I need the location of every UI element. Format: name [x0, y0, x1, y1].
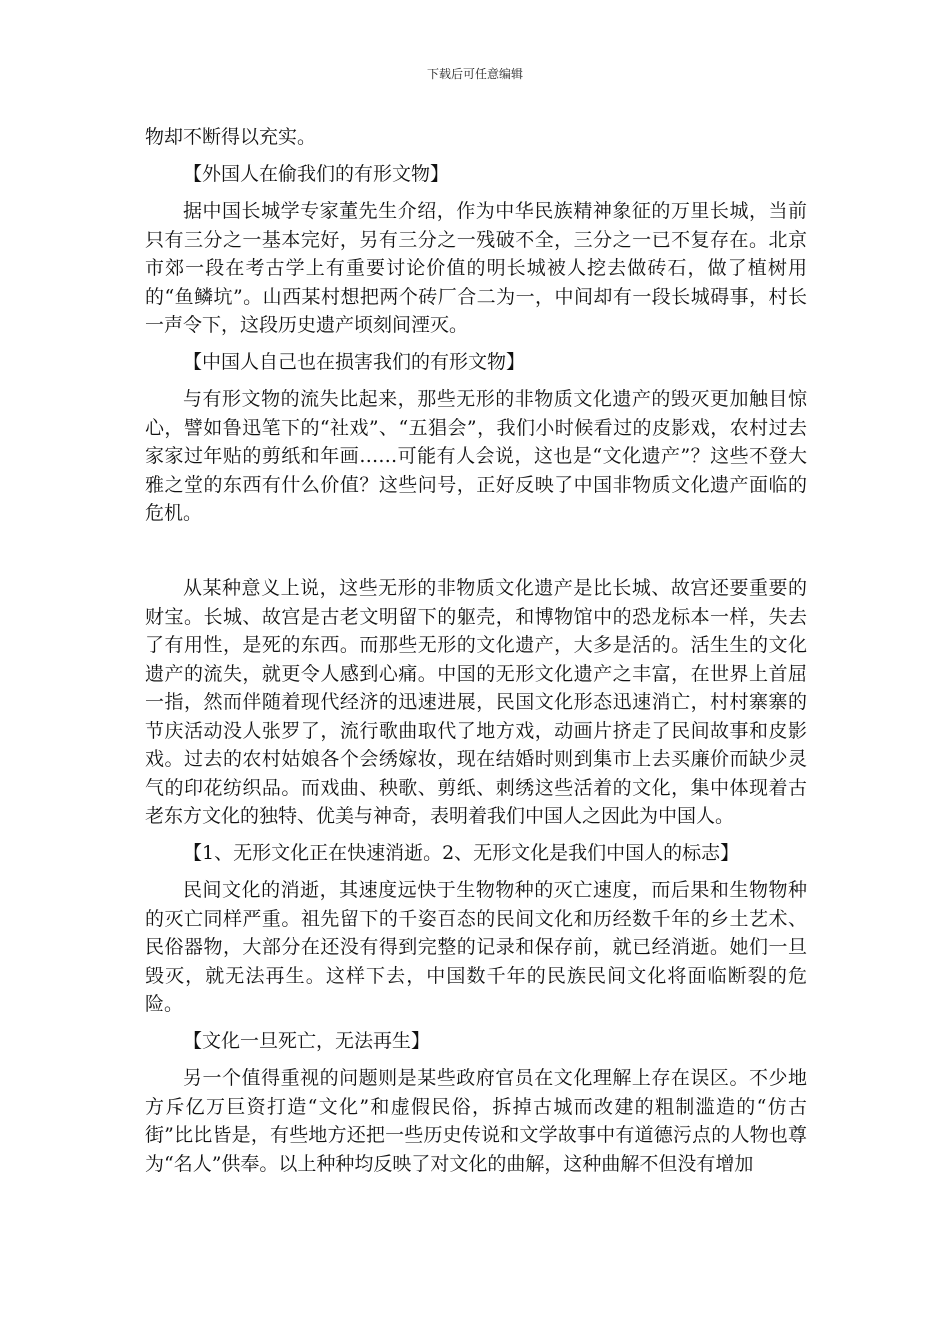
paragraph-great-wall: 据中国长城学专家董先生介绍，作为中华民族精神象征的万里长城，当前只有三分之一基本完好，另有三分之一残破不全，三分之一已不复存在。北京市郊一段在考古学上有重要讨论价值的明长城被人挖去做砖石，做了植树用的“鱼鳞坑”。山西某村想把两个砖厂合二为一，中间却有一段长城碍事，村长一声令下，这段历史遗产顷刻间湮灭。	[145, 200, 807, 336]
paragraph-folk-culture-loss: 民间文化的消逝，其速度远快于生物物种的灭亡速度，而后果和生物物种的灭亡同样严重。祖先留下的千姿百态的民间文化和历经数千年的乡土艺术、民俗器物，大部分在还没有得到完整的记录和保存前，就已经消逝。她们一旦毁灭，就无法再生。这样下去，中国数千年的民族民间文化将面临断裂的危险。	[145, 879, 807, 1015]
section-heading-culture-cannot-revive: 【文化一旦死亡，无法再生】	[183, 1030, 431, 1052]
paragraph-intangible-treasure: 从某种意义上说，这些无形的非物质文化遗产是比长城、故宫还要重要的财宝。长城、故宫是古老文明留下的躯壳，和博物馆中的恐龙标本一样，失去了有用性，是死的东西。而那些无形的文化遗产，大多是活的。活生生的文化遗产的流失，就更令人感到心痛。中国的无形文化遗产之丰富，在世界上首屈一指，然而伴随着现代经济的迅速进展，民国文化形态迅速消亡，村村寨寨的节庆活动没人张罗了，流行歌曲取代了地方戏，动画片挤走了民间故事和皮影戏。过去的农村姑娘各个会绣嫁妆，现在结婚时则到集市上去买廉价而缺少灵气的印花纺织品。而戏曲、秧歌、剪纸、刺绣这些活着的文化，集中体现着古老东方文化的独特、优美与神奇，表明着我们中国人之因此为中国人。	[145, 577, 807, 827]
section-heading-foreigners-stealing: 【外国人在偷我们的有形文物】	[183, 163, 450, 185]
paragraph-official-misunderstanding: 另一个值得重视的问题则是某些政府官员在文化理解上存在误区。不少地方斥亿万巨资打造“文化”和虚假民俗，拆掉古城而改建的粗制滥造的“仿古街”比比皆是，有些地方还把一些历史传说和文学故事中有道德污点的人物也尊为“名人”供奉。以上种种均反映了对文化的曲解，这种曲解不但没有增加	[145, 1067, 807, 1175]
paragraph-gap	[145, 536, 807, 574]
section-heading-disappearing-culture: 【1、无形文化正在快速消逝。2、无形文化是我们中国人的标志】	[183, 842, 740, 864]
section-heading-chinese-damaging: 【中国人自己也在损害我们的有形文物】	[183, 351, 526, 373]
paragraph-continuation: 物却不断得以充实。	[145, 126, 317, 148]
paragraph-intangible-heritage-crisis: 与有形文物的流失比起来，那些无形的非物质文化遗产的毁灭更加触目惊心，譬如鲁迅笔下的“社戏”、“五猖会”，我们小时候看过的皮影戏，农村过去家家过年贴的剪纸和年画……可能有人会说，这也是“文化遗产”？这些不登大雅之堂的东西有什么价值？这些问号，正好反映了中国非物质文化遗产面临的危机。	[145, 388, 807, 524]
page-header: 下载后可任意编辑	[426, 67, 523, 81]
document-body	[145, 123, 807, 1187]
